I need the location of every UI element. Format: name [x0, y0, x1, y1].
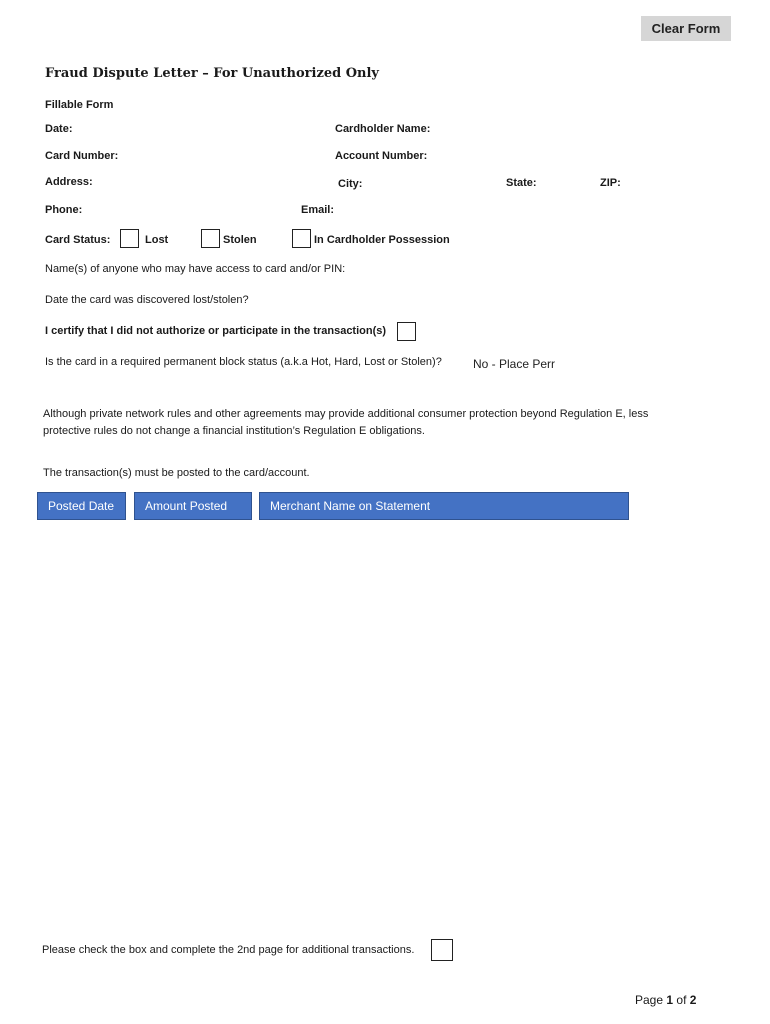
status-stolen-checkbox[interactable] [201, 229, 220, 248]
email-label: Email: [301, 204, 335, 216]
status-possession-checkbox[interactable] [292, 229, 311, 248]
posted-note: The transaction(s) must be posted to the card/account. [43, 467, 310, 479]
city-field[interactable] [366, 176, 500, 192]
regulation-line-1: Although private network rules and other agreements may provide additional consumer protection beyond Regulation E, less [43, 408, 649, 420]
account-number-field[interactable] [432, 148, 726, 164]
page-current: 1 [666, 993, 674, 1007]
card-number-label: Card Number: [45, 150, 119, 162]
header-posted-date: Posted Date [37, 492, 126, 520]
header-merchant-name: Merchant Name on Statement [259, 492, 629, 520]
zip-label: ZIP: [600, 177, 621, 189]
state-label: State: [506, 177, 537, 189]
additional-transactions-checkbox[interactable] [431, 939, 453, 961]
discovered-date-field[interactable] [266, 292, 570, 308]
additional-transactions-note: Please check the box and complete the 2nd page for additional transactions. [42, 944, 415, 956]
zip-field[interactable] [623, 175, 727, 191]
page-number [635, 993, 696, 1007]
card-number-field[interactable] [122, 148, 326, 164]
status-lost-checkbox[interactable] [120, 229, 139, 248]
city-label: City: [338, 178, 363, 190]
status-possession-label: In Cardholder Possession [314, 234, 450, 246]
account-number-label: Account Number: [335, 150, 428, 162]
access-question: Name(s) of anyone who may have access to card and/or PIN: [45, 263, 346, 275]
certify-text: I certify that I did not authorize or participate in the transaction(s) [45, 325, 387, 337]
status-lost-label: Lost [145, 234, 169, 246]
form-subtitle: Fillable Form [45, 99, 114, 111]
access-field[interactable] [362, 261, 726, 277]
certify-checkbox[interactable] [397, 322, 416, 341]
block-status-select[interactable]: No - Place Perr [473, 357, 556, 371]
date-label: Date: [45, 123, 73, 135]
header-amount-posted: Amount Posted [134, 492, 252, 520]
phone-label: Phone: [45, 204, 83, 216]
discovered-question: Date the card was discovered lost/stolen? [45, 294, 249, 306]
status-stolen-label: Stolen [223, 234, 257, 246]
form-title: Fraud Dispute Letter – For Unauthorized Only [45, 66, 379, 81]
card-status-label: Card Status: [45, 234, 111, 246]
clear-form-button[interactable]: Clear Form [641, 16, 731, 41]
page-word: Page [635, 993, 664, 1007]
cardholder-name-label: Cardholder Name: [335, 123, 431, 135]
regulation-line-2: protective rules do not change a financial institution’s Regulation E obligations. [43, 425, 425, 437]
page-total: 2 [689, 993, 697, 1007]
address-label: Address: [45, 176, 93, 188]
email-field[interactable] [336, 202, 730, 218]
address-field[interactable] [94, 174, 333, 190]
state-field[interactable] [541, 175, 600, 191]
cardholder-name-field[interactable] [435, 121, 729, 137]
block-question: Is the card in a required permanent block status (a.k.a Hot, Hard, Lost or Stolen)? [45, 356, 442, 368]
of-word: of [676, 993, 687, 1007]
date-field[interactable] [80, 121, 324, 137]
phone-field[interactable] [86, 202, 290, 218]
